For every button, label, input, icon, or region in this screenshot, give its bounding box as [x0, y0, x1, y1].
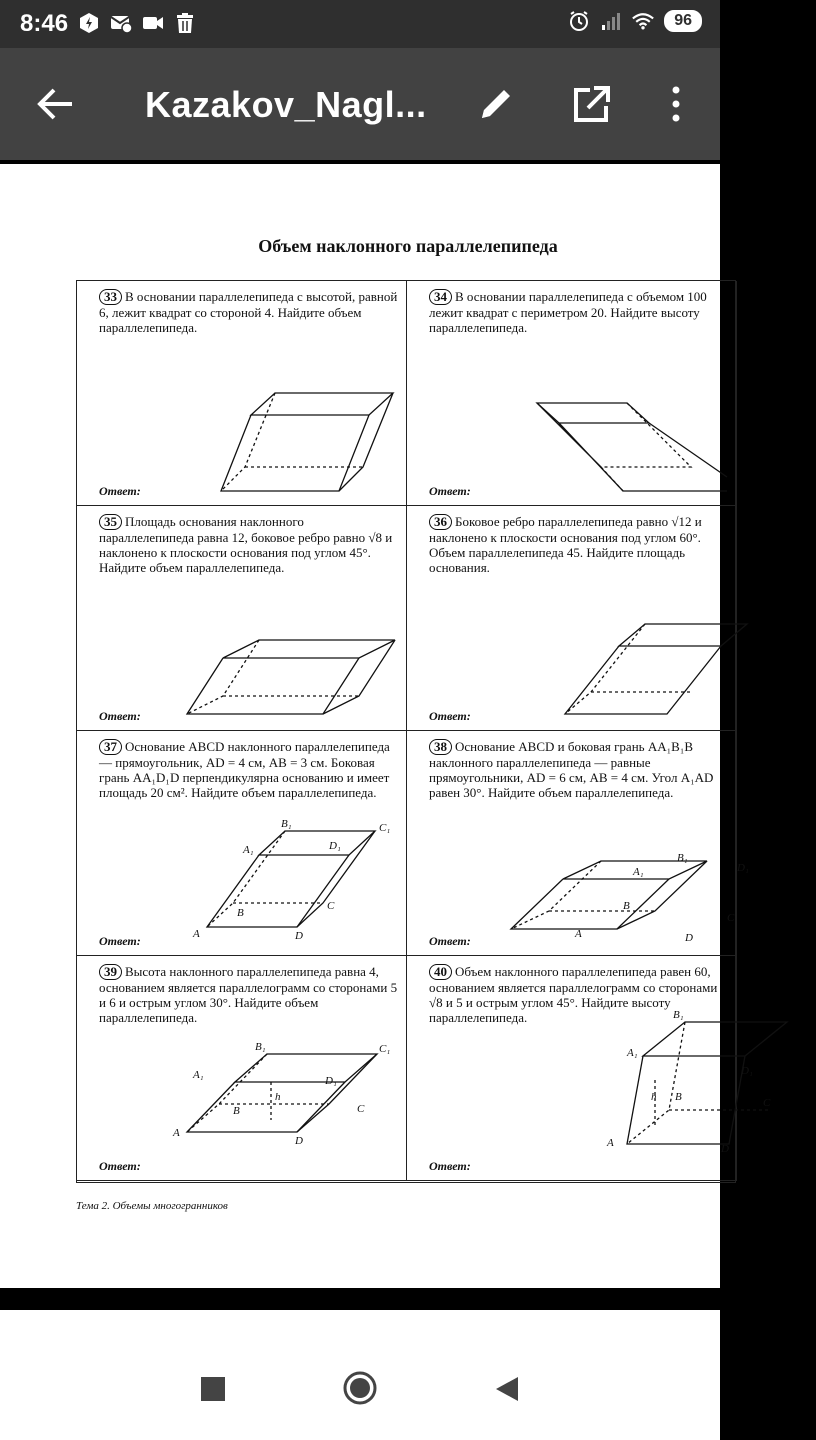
vertex-label: A	[193, 928, 200, 940]
vertex-label: B₁	[677, 852, 688, 864]
back-arrow-icon[interactable]	[36, 86, 76, 122]
problem-number: 38	[429, 739, 452, 755]
parallelepiped-figure	[407, 956, 771, 1181]
problem-statement: Площадь основания наклонного параллелепипеда равна 12, боковое ребро равно √8 и наклонено к плоскости основания под углом 45°. Найдите объем параллелепипеда.	[99, 514, 393, 575]
worksheet-title: Объем наклонного параллелепипеда	[258, 236, 558, 256]
parallelepiped-figure	[77, 956, 407, 1181]
vertex-label: A₁	[633, 866, 644, 878]
problem-38	[407, 731, 749, 956]
app-bar	[0, 48, 720, 160]
document-page	[0, 164, 771, 1288]
problem-grid	[76, 280, 771, 1183]
vertex-label: C₁	[379, 822, 391, 834]
problem-34	[407, 281, 737, 506]
navigation-bar	[0, 1310, 720, 1440]
trash-icon	[174, 12, 196, 34]
battery-indicator: 96	[664, 10, 702, 32]
height-label: h	[275, 1091, 281, 1103]
vertex-label: A	[173, 1127, 180, 1139]
problem-statement: Основание ABCD наклонного параллелепипеда — прямоугольник, AD = 4 см, AB = 3 см. Боковая грань AA₁D₁D перпендикулярна основанию и имеет площадь 20 см². Найдите объем параллелепипеда.	[99, 739, 390, 800]
document-title: Kazakov_Nagl...	[145, 84, 427, 125]
height-label: h	[651, 1091, 657, 1103]
signal-icon	[600, 10, 622, 32]
alarm-icon	[568, 10, 590, 32]
vertex-label: D₁	[329, 840, 341, 852]
problem-statement: Боковое ребро параллелепипеда равно √12 и наклонено к плоскости основания под углом 60°. Объем параллелепипеда 45. Найдите площадь основания.	[429, 514, 702, 575]
vertex-label: B	[675, 1091, 682, 1103]
wifi-icon	[632, 10, 654, 32]
vertex-label: A₁	[627, 1047, 638, 1059]
problem-33	[77, 281, 407, 506]
problem-statement: Объем наклонного параллелепипеда равен 60, основанием является параллелограмм со сторонами √8 и 5 и острым углом 45°. Найдите высоту параллелепипеда.	[429, 964, 718, 1025]
vertex-label: D	[721, 1143, 729, 1155]
vertex-label: A	[607, 1137, 614, 1149]
problem-39	[77, 956, 407, 1181]
vertex-label: A	[575, 928, 582, 940]
vertex-label: B₁	[281, 818, 292, 830]
parallelepiped-figure	[407, 281, 737, 506]
problem-number: 33	[99, 289, 122, 305]
answer-label: Ответ:	[99, 484, 141, 498]
problem-number: 34	[429, 289, 452, 305]
open-external-icon[interactable]	[572, 84, 612, 124]
more-options-icon[interactable]	[664, 84, 688, 124]
problem-statement: В основании параллелепипеда с высотой, равной 6, лежит квадрат со стороной 4. Найдите объем параллелепипеда.	[99, 289, 398, 335]
answer-label: Ответ:	[429, 709, 471, 723]
vertex-label: B₁	[673, 1009, 684, 1021]
vertex-label: D	[295, 930, 303, 942]
vertex-label: D	[685, 932, 693, 944]
vertex-label: B	[233, 1105, 240, 1117]
answer-label: Ответ:	[429, 934, 471, 948]
home-circle-icon[interactable]	[342, 1370, 378, 1406]
vertex-label: B	[237, 907, 244, 919]
parallelepiped-figure	[407, 506, 737, 731]
vertex-label: C	[727, 912, 735, 924]
parallelepiped-figure	[407, 731, 749, 956]
problem-statement: В основании параллелепипеда с объемом 100 лежит квадрат с периметром 20. Найдите высоту параллелепипеда.	[429, 289, 707, 335]
status-time: 8:46	[20, 10, 69, 37]
vertex-label: D	[295, 1135, 303, 1147]
back-triangle-icon[interactable]	[492, 1374, 522, 1404]
page-footer: Тема 2. Объемы многогранников	[76, 1200, 228, 1212]
vertex-label: B₁	[255, 1041, 266, 1053]
answer-label: Ответ:	[99, 1159, 141, 1173]
problem-number: 40	[429, 964, 452, 980]
vertex-label: A₁	[243, 844, 254, 856]
recents-square-icon[interactable]	[198, 1374, 228, 1404]
vertex-label: C	[327, 900, 335, 912]
problem-statement: Основание ABCD и боковая грань AA₁B₁B наклонного параллелепипеда — равные прямоугольники, AD = 6 см, AB = 4 см. Угол A₁AD равен 30°. Найдите объем параллелепипеда.	[429, 739, 714, 800]
answer-label: Ответ:	[429, 484, 471, 498]
parallelepiped-figure	[77, 506, 407, 731]
problem-number: 36	[429, 514, 452, 530]
vertex-label: C	[763, 1097, 771, 1109]
edit-pencil-icon[interactable]	[476, 84, 516, 124]
problem-37	[77, 731, 407, 956]
vertex-label: B	[623, 900, 630, 912]
vertex-label: D₁	[741, 1065, 753, 1077]
answer-label: Ответ:	[429, 1159, 471, 1173]
problem-40	[407, 956, 771, 1181]
answer-label: Ответ:	[99, 934, 141, 948]
video-icon	[142, 12, 164, 34]
vertex-label: D₁	[737, 862, 749, 874]
data-saver-icon	[78, 12, 100, 34]
problem-statement: Высота наклонного параллелепипеда равна 4, основанием является параллелограмм со сторонами 5 и 6 и острым углом 30°. Найдите объем параллелепипеда.	[99, 964, 398, 1025]
parallelepiped-figure	[77, 281, 407, 506]
notification-icons	[78, 12, 196, 34]
answer-label: Ответ:	[99, 709, 141, 723]
problem-number: 37	[99, 739, 122, 755]
vertex-label: C₁	[379, 1043, 391, 1055]
problem-35	[77, 506, 407, 731]
system-icons	[568, 10, 702, 32]
mail-icon	[110, 12, 132, 34]
problem-36	[407, 506, 737, 731]
parallelepiped-figure	[77, 731, 407, 956]
vertex-label: D₁	[325, 1075, 337, 1087]
vertex-label: C	[357, 1103, 365, 1115]
status-bar	[0, 0, 720, 48]
problem-number: 35	[99, 514, 122, 530]
vertex-label: A₁	[193, 1069, 204, 1081]
problem-number: 39	[99, 964, 122, 980]
